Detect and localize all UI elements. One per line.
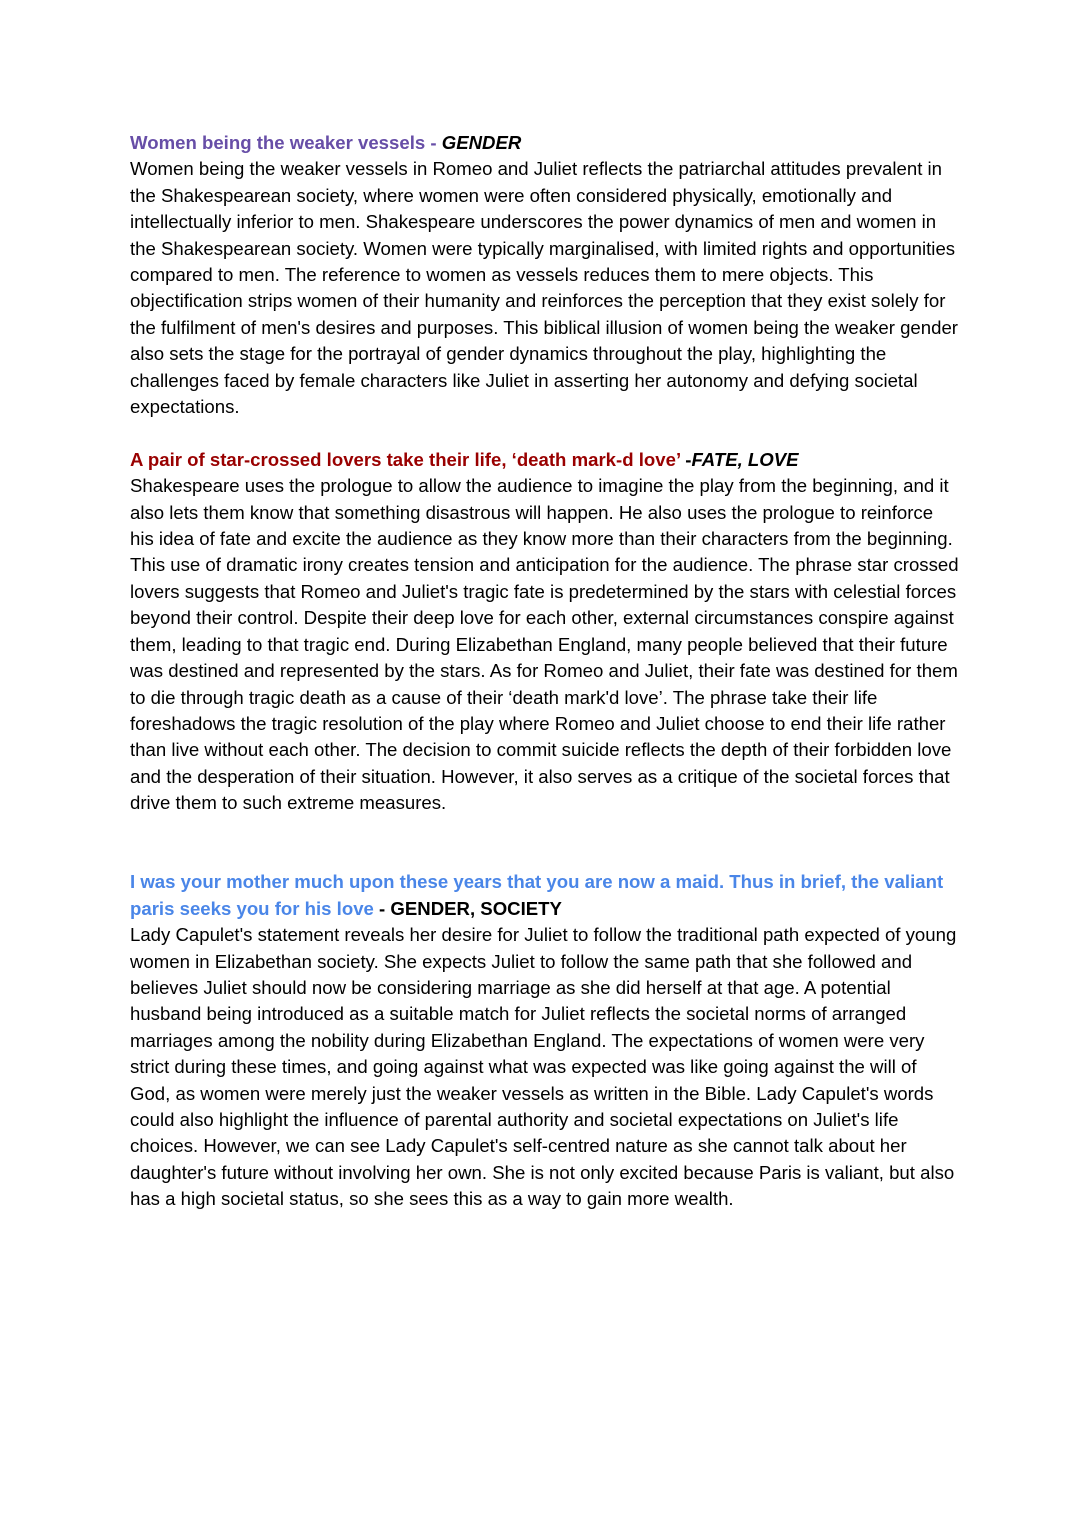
heading-separator: -: [373, 897, 391, 919]
section-heading: [130, 130, 960, 156]
heading-separator: -: [425, 132, 442, 153]
section-star-crossed-lovers: [130, 447, 960, 817]
heading-theme: GENDER: [441, 132, 522, 153]
document-page: [130, 130, 960, 1213]
section-lady-capulet: [130, 869, 960, 1212]
heading-quote: A pair of star-crossed lovers take their life, ‘death mark-d love’: [130, 448, 681, 470]
heading-separator: -: [680, 448, 692, 470]
heading-quote: Women being the weaker vessels: [130, 132, 426, 153]
section-heading: [130, 869, 960, 922]
section-weaker-vessels: [130, 130, 960, 420]
heading-quote: I was your mother much upon these years that you are now a maid. Thus in brief, the valiant paris seeks you for his love: [130, 871, 944, 919]
section-body: Lady Capulet's statement reveals her desire for Juliet to follow the traditional path expected of young women in Elizabethan society. She expects Juliet to follow the same path that she followed and believes Juliet should now be considering marriage as she did herself at that age. A potential husband being introduced as a suitable match for Juliet reflects the societal norms of arranged marriages among the nobility during Elizabethan England. The expectations of women were very strict during these times, and going against what was expected was like going against the will of God, as women were merely just the weaker vessels as written in the Bible. Lady Capulet's words could also highlight the influence of parental authority and societal expectations on Juliet's life choices. However, we can see Lady Capulet's self-centred nature as she cannot talk about her daughter's future without involving her own. She is not only excited because Paris is valiant, but also has a high societal status, so she sees this as a way to gain more wealth.: [130, 924, 957, 1210]
section-heading: [130, 447, 960, 473]
section-body: Women being the weaker vessels in Romeo and Juliet reflects the patriarchal attitudes prevalent in the Shakespearean society, where women were often considered physically, emotionally and intellectually inferior to men. Shakespeare underscores the power dynamics of men and women in the Shakespearean society. Women were typically marginalised, with limited rights and opportunities compared to men. The reference to women as vessels reduces them to mere objects. This objectification strips women of their humanity and reinforces the perception that they exist solely for the fulfilment of men's desires and purposes. This biblical illusion of women being the weaker gender also sets the stage for the portrayal of gender dynamics throughout the play, highlighting the challenges faced by female characters like Juliet in asserting her autonomy and defying societal expectations.: [130, 158, 958, 418]
heading-theme: GENDER, SOCIETY: [390, 897, 562, 919]
heading-theme: FATE, LOVE: [691, 448, 799, 470]
section-body: Shakespeare uses the prologue to allow the audience to imagine the play from the beginning, and it also lets them know that something disastrous will happen. He also uses the prologue to reinforce his idea of fate and excite the audience as they know more than their characters from the beginning. This use of dramatic irony creates tension and anticipation for the audience. The phrase star crossed lovers suggests that Romeo and Juliet's tragic fate is predetermined by the stars with celestial forces beyond their control. Despite their deep love for each other, external circumstances conspire against them, leading to that tragic end. During Elizabethan England, many people believed that their future was destined and represented by the stars. As for Romeo and Juliet, their fate was destined for them to die through tragic death as a cause of their ‘death mark'd love’. The phrase take their life foreshadows the tragic resolution of the play where Romeo and Juliet choose to end their life rather than live without each other. The decision to commit suicide reflects the depth of their forbidden love and the desperation of their situation. However, it also serves as a critique of the societal forces that drive them to such extreme measures.: [130, 475, 959, 814]
